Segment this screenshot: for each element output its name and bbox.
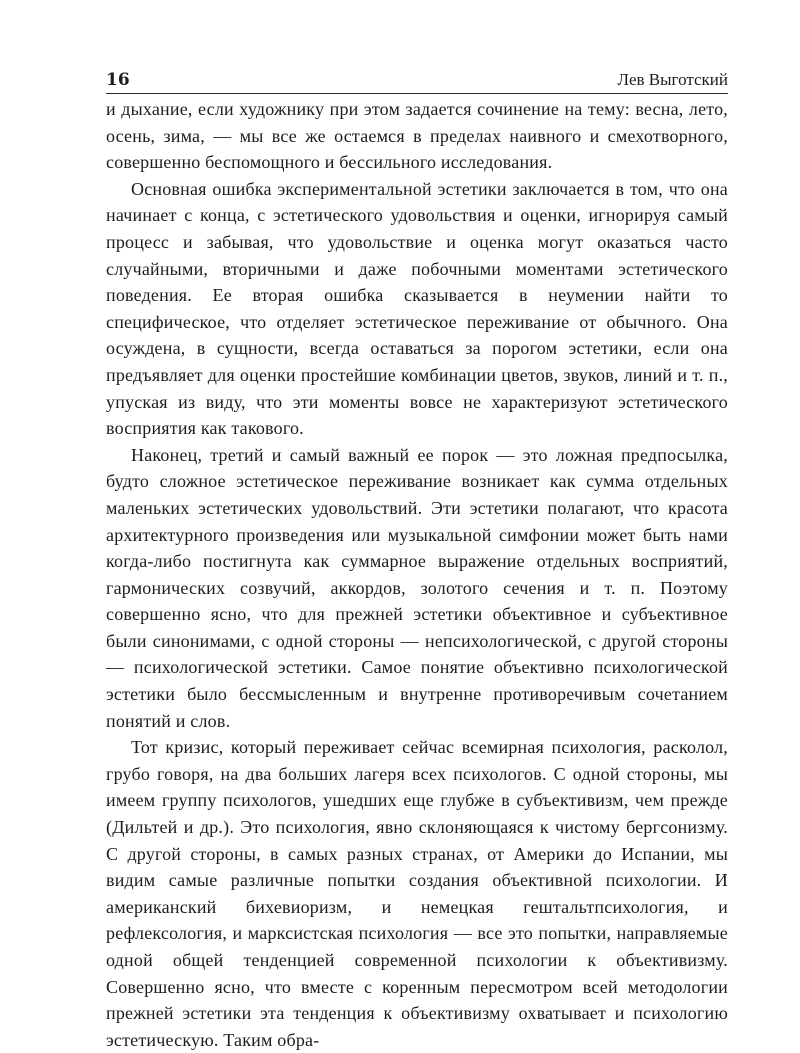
book-page	[106, 70, 728, 1053]
running-title: Лев Выготский	[617, 70, 728, 89]
paragraph: Наконец, третий и самый важный ее порок — это ложная предпосылка, будто сложное эстетическое переживание возникает как сумма отдельных маленьких эстетических удовольствий. Эти эстетики полагают, что красота архитектурного произведения или музыкальной симфонии может быть нами когда-либо постигнута как суммарное выражение отдельных восприятий, гармонических созвучий, аккордов, золотого сечения и т. п. Поэтому совершенно ясно, что для прежней эстетики объективное и субъективное были синонимами, с одной стороны — непсихологической, с другой стороны — психологической эстетики. Самое понятие объективно психологической эстетики было бессмысленным и внутренне противоречивым сочетанием понятий и слов.	[106, 444, 728, 731]
paragraph: Тот кризис, который переживает сейчас всемирная психология, расколол, грубо говоря, на два больших лагеря всех психологов. С одной стороны, мы имеем группу психологов, ушедших еще глубже в субъективизм, чем прежде (Дильтей и др.). Это психология, явно склоняющаяся к чистому бергсонизму. С другой стороны, в самых разных странах, от Америки до Испании, мы видим самые различные попытки создания объективной психологии. И американский бихевиоризм, и немецкая гештальтпсихология, и рефлексология, и марксистская психология — все это попытки, направляемые одной общей тенденцией современной психологии к объективизму. Совершенно ясно, что вместе с коренным пересмотром всей методологии прежней эстетики эта тенденция к объективизму охватывает и психологию эстетическую. Таким обра-	[106, 737, 728, 1050]
paragraph-continuation: и дыхание, если художнику при этом задается сочинение на тему: весна, лето, осень, зима, — мы все же остаемся в пределах наивного и смехотворного, совершенно беспомощного и бессильного исследования.	[106, 99, 728, 173]
body-text	[106, 96, 728, 1053]
page-number: 16	[106, 70, 130, 90]
running-header	[106, 70, 728, 94]
paragraph: Основная ошибка экспериментальной эстетики заключается в том, что она начинает с конца, с эстетического удовольствия и оценки, игнорируя самый процесс и забывая, что удовольствие и оценка могут оказаться часто случайными, вторичными и даже побочными моментами эстетического поведения. Ее вторая ошибка сказывается в неумении найти то специфическое, что отделяет эстетическое переживание от обычного. Она осуждена, в сущности, всегда оставаться за порогом эстетики, если она предъявляет для оценки простейшие комбинации цветов, звуков, линий и т. п., упуская из виду, что эти моменты вовсе не характеризуют эстетического восприятия как такового.	[106, 178, 728, 439]
